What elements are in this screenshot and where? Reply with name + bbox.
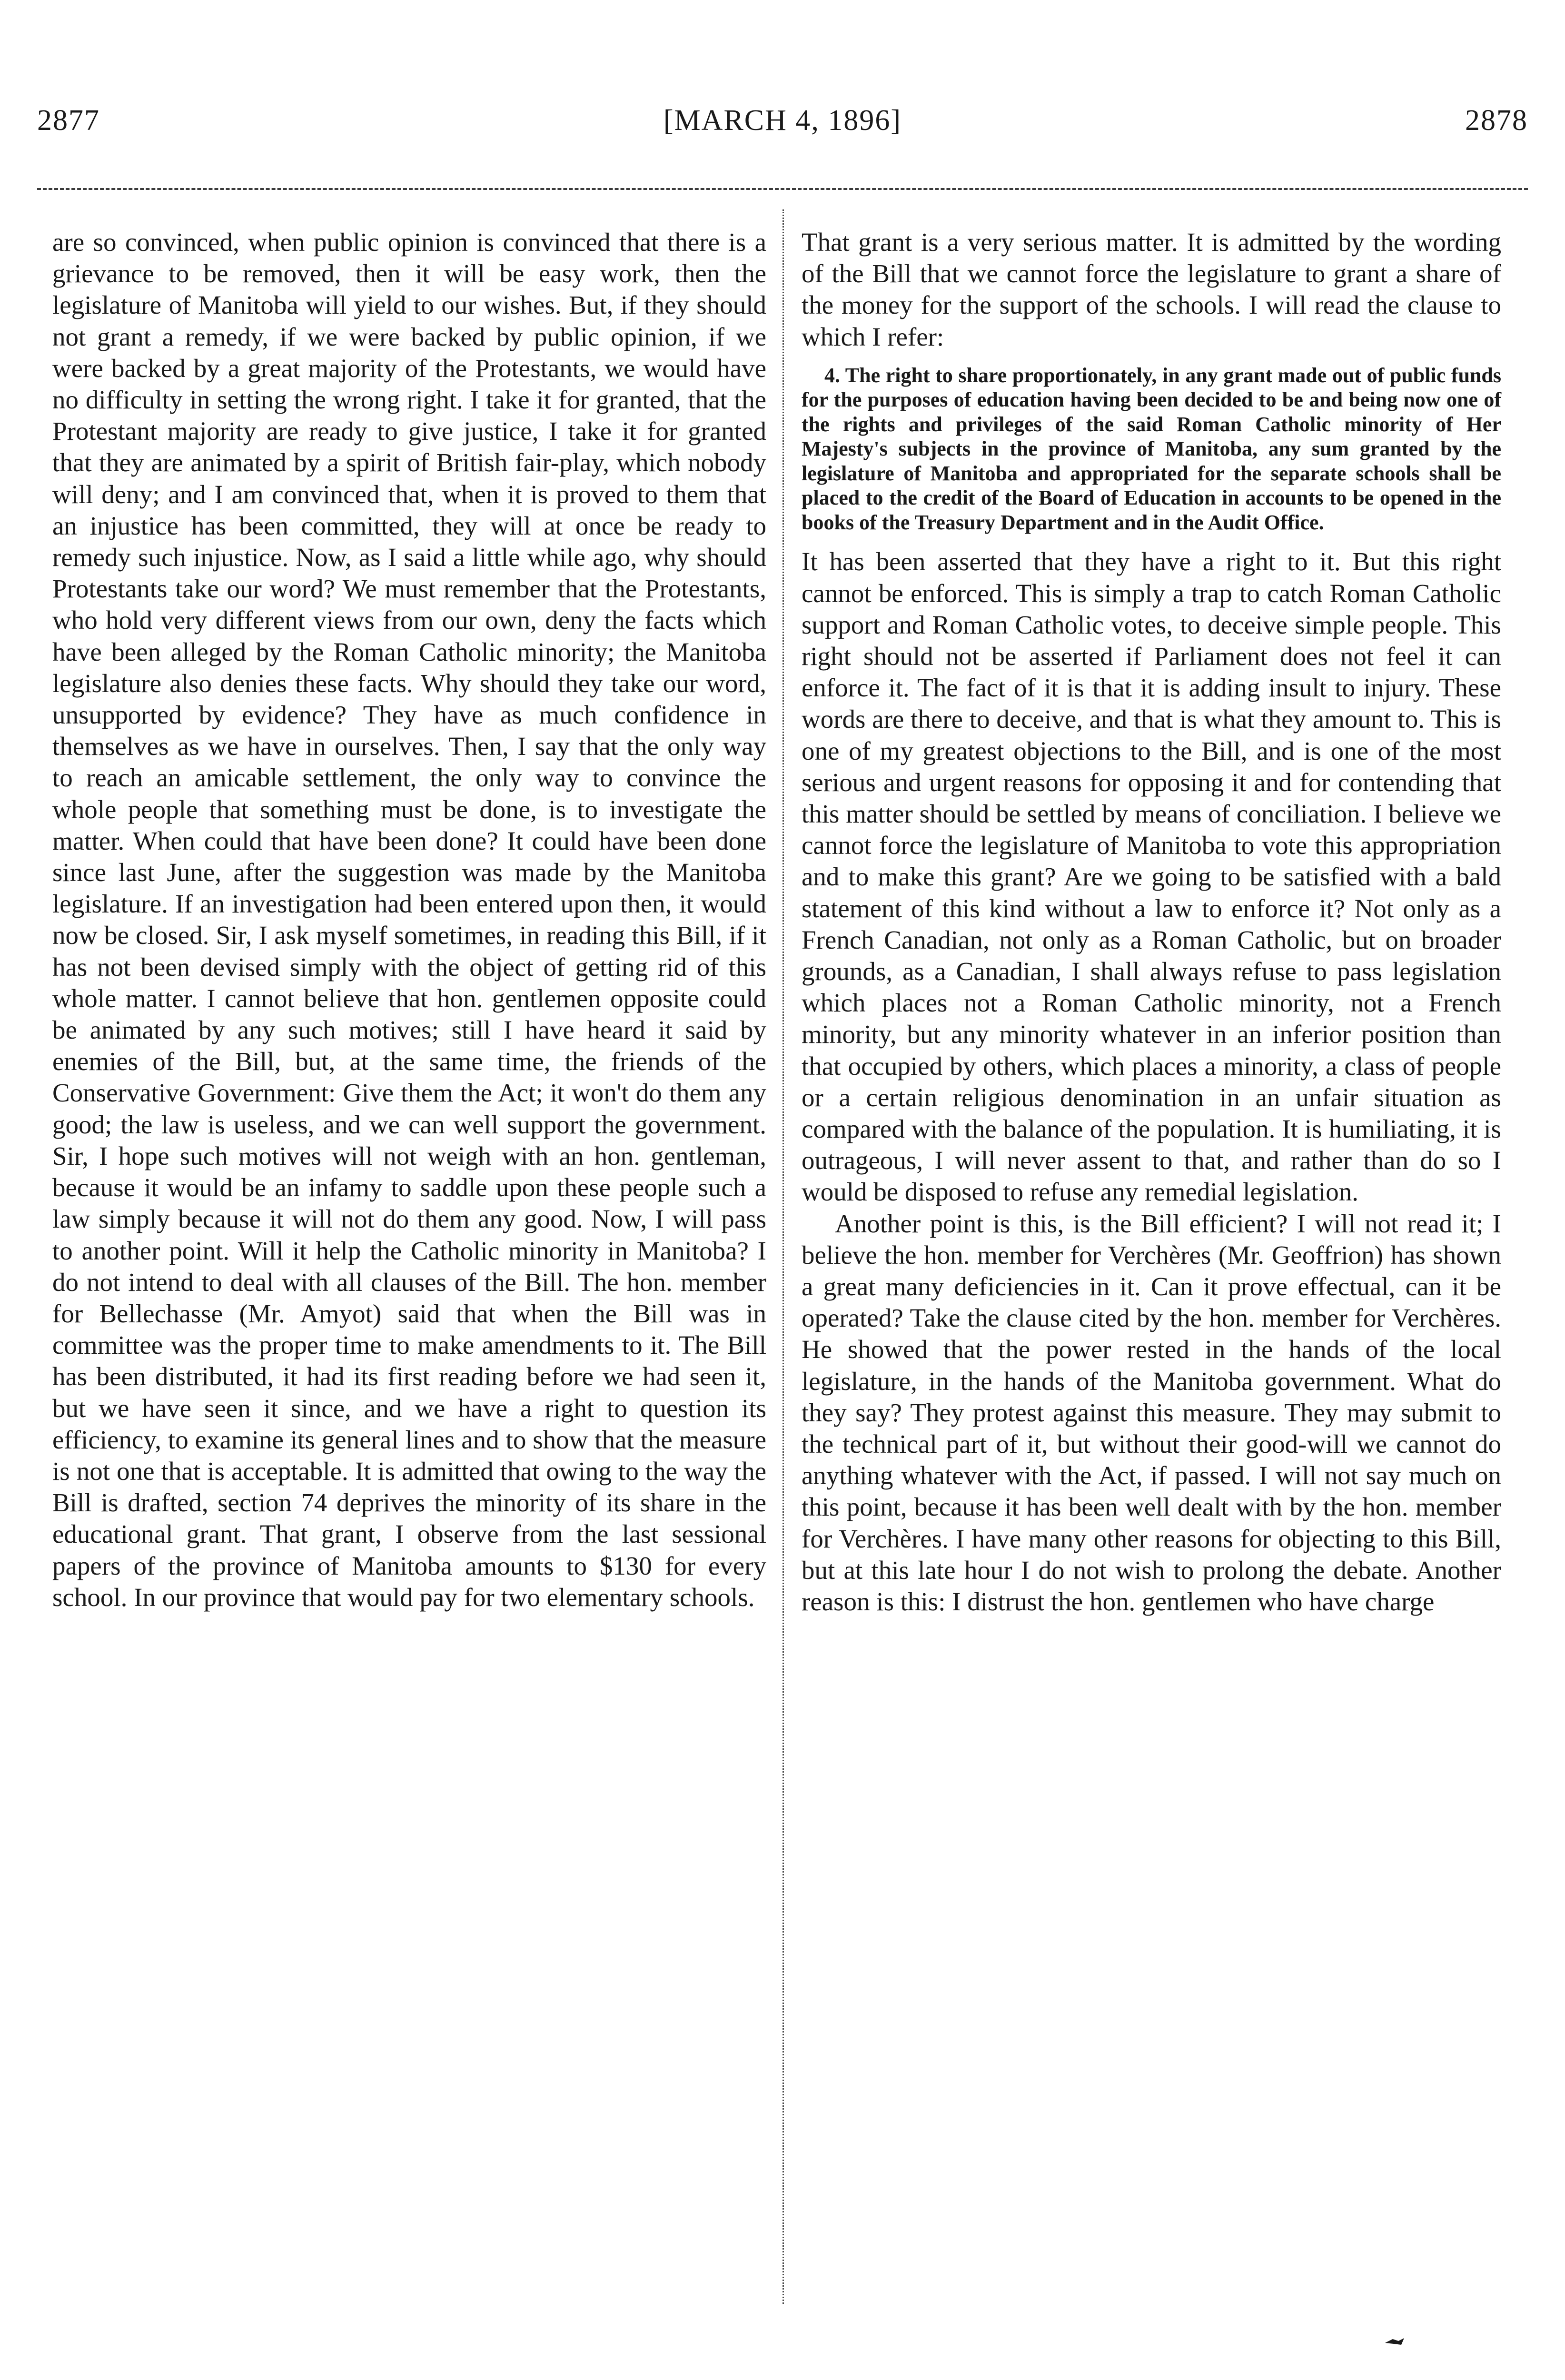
left-column	[52, 227, 766, 1613]
header-date: [MARCH 4, 1896]	[663, 104, 902, 137]
page-number-left: 2877	[37, 104, 100, 137]
page-number-right: 2878	[1465, 104, 1528, 137]
ink-mark-icon	[1384, 2336, 1405, 2348]
quoted-clause: 4. The right to share proportionately, in any grant made out of public funds for the purposes of education having been decided to be and being now one of the rights and privileges of the said Roman Catholic minority of Her Majesty's subjects in the province of Manitoba, any sum granted by the legislature of Manitoba and appropriated for the separate schools shall be placed to the credit of the Board of Education in accounts to be opened in the books of the Treasury Department and in the Audit Office.	[802, 363, 1501, 534]
left-column-paragraph: are so convinced, when public opinion is convinced that there is a grievance to be removed, then it will be easy work, then the legislature of Manitoba will yield to our wishes. But, if they should not grant a remedy, if we were backed by public opinion, if we were backed by a great majority of the Protestants, we would have no difficulty in setting the wrong right. I take it for granted, that the Protestant majority are ready to give justice, I take it for granted that they are animated by a spirit of British fair-play, which nobody will deny; and I am convinced that, when it is proved to them that an injustice has been committed, they will at once be ready to remedy such injustice. Now, as I said a little while ago, why should Protestants take our word? We must remember that the Protestants, who hold very different views from our own, deny the facts which have been alleged by the Roman Catholic minority; the Manitoba legislature also denies these facts. Why should they take our word, unsupported by evidence? They have as much confidence in themselves as we have in ourselves. Then, I say that the only way to reach an amicable settlement, the only way to convince the whole people that something must be done, is to investigate the matter. When could that have been done? It could have been done since last June, after the suggestion was made by the Manitoba legislature. If an investigation had been entered upon then, it would now be closed. Sir, I ask myself sometimes, in reading this Bill, if it has not been devised simply with the object of getting rid of this whole matter. I cannot believe that hon. gentlemen opposite could be animated by any such motives; still I have heard it said by enemies of the Bill, but, at the same time, the friends of the Conservative Government: Give them the Act; it won't do them any good; the law is useless, and we can well support the government. Sir, I hope such motives will not weigh with an hon. gentleman, because it would be an infamy to saddle upon these people such a law simply because it will not do them any good. Now, I will pass to another point. Will it help the Catholic minority in Manitoba? I do not intend to deal with all clauses of the Bill. The hon. member for Bellechasse (Mr. Amyot) said that when the Bill was in committee was the proper time to make amendments to it. The Bill has been distributed, it had its first reading before we had seen it, but we have seen it since, and we have a right to question its efficiency, to examine its general lines and to show that the measure is not one that is acceptable. It is admitted that owing to the way the Bill is drafted, section 74 deprives the minority of its share in the educational grant. That grant, I observe from the last sessional papers of the province of Manitoba amounts to $130 for every school. In our province that would pay for two elementary schools.	[52, 228, 766, 1612]
right-column-paragraph: Another point is this, is the Bill efficient? I will not read it; I believe the hon. member for Verchères (Mr. Geoffrion) has shown a great many deficiencies in it. Can it prove effectual, can it be operated? Take the clause cited by the hon. member for Verchères. He showed that the power rested in the hands of the local legislature, in the hands of the Manitoba government. What do they say? They protest against this measure. They may submit to the technical part of it, but without their good-will we cannot do anything whatever with the Act, if passed. I will not say much on this point, because it has been well dealt with by the hon. member for Verchères. I have many other reasons for objecting to this Bill, but at this late hour I do not wish to prolong the debate. Another reason is this: I distrust the hon. gentlemen who have charge	[802, 1209, 1501, 1616]
right-column-intro: That grant is a very serious matter. It is admitted by the wording of the Bill that we cannot force the legislature to grant a share of the money for the support of the schools. I will read the clause to which I refer:	[802, 228, 1501, 351]
column-divider	[782, 209, 784, 2304]
header-rule	[37, 188, 1528, 190]
page-header	[37, 104, 1528, 147]
right-column	[802, 227, 1501, 1617]
right-column-paragraph: It has been asserted that they have a right to it. But this right cannot be enforced. This is simply a trap to catch Roman Catholic support and Roman Catholic votes, to deceive simple people. This right should not be asserted if Parliament does not feel it can enforce it. The fact of it is that it is adding insult to injury. These words are there to deceive, and that is what they amount to. This is one of my greatest objections to the Bill, and is one of the most serious and urgent reasons for opposing it and for contending that this matter should be settled by means of conciliation. I believe we cannot force the legislature of Manitoba to vote this appropriation and to make this grant? Are we going to be satisfied with a bald statement of this kind without a law to enforce it? Not only as a French Canadian, not only as a Roman Catholic, but on broader grounds, as a Canadian, I shall always refuse to pass legislation which places not a Roman Catholic minority, not a French minority, but any minority whatever in an inferior position than that occupied by others, which places a minority, a class of people or a certain religious denomination in an unfair situation as compared with the balance of the population. It is humiliating, it is outrageous, I will never assent to that, and rather than do so I would be disposed to refuse any remedial legislation.	[802, 547, 1501, 1207]
